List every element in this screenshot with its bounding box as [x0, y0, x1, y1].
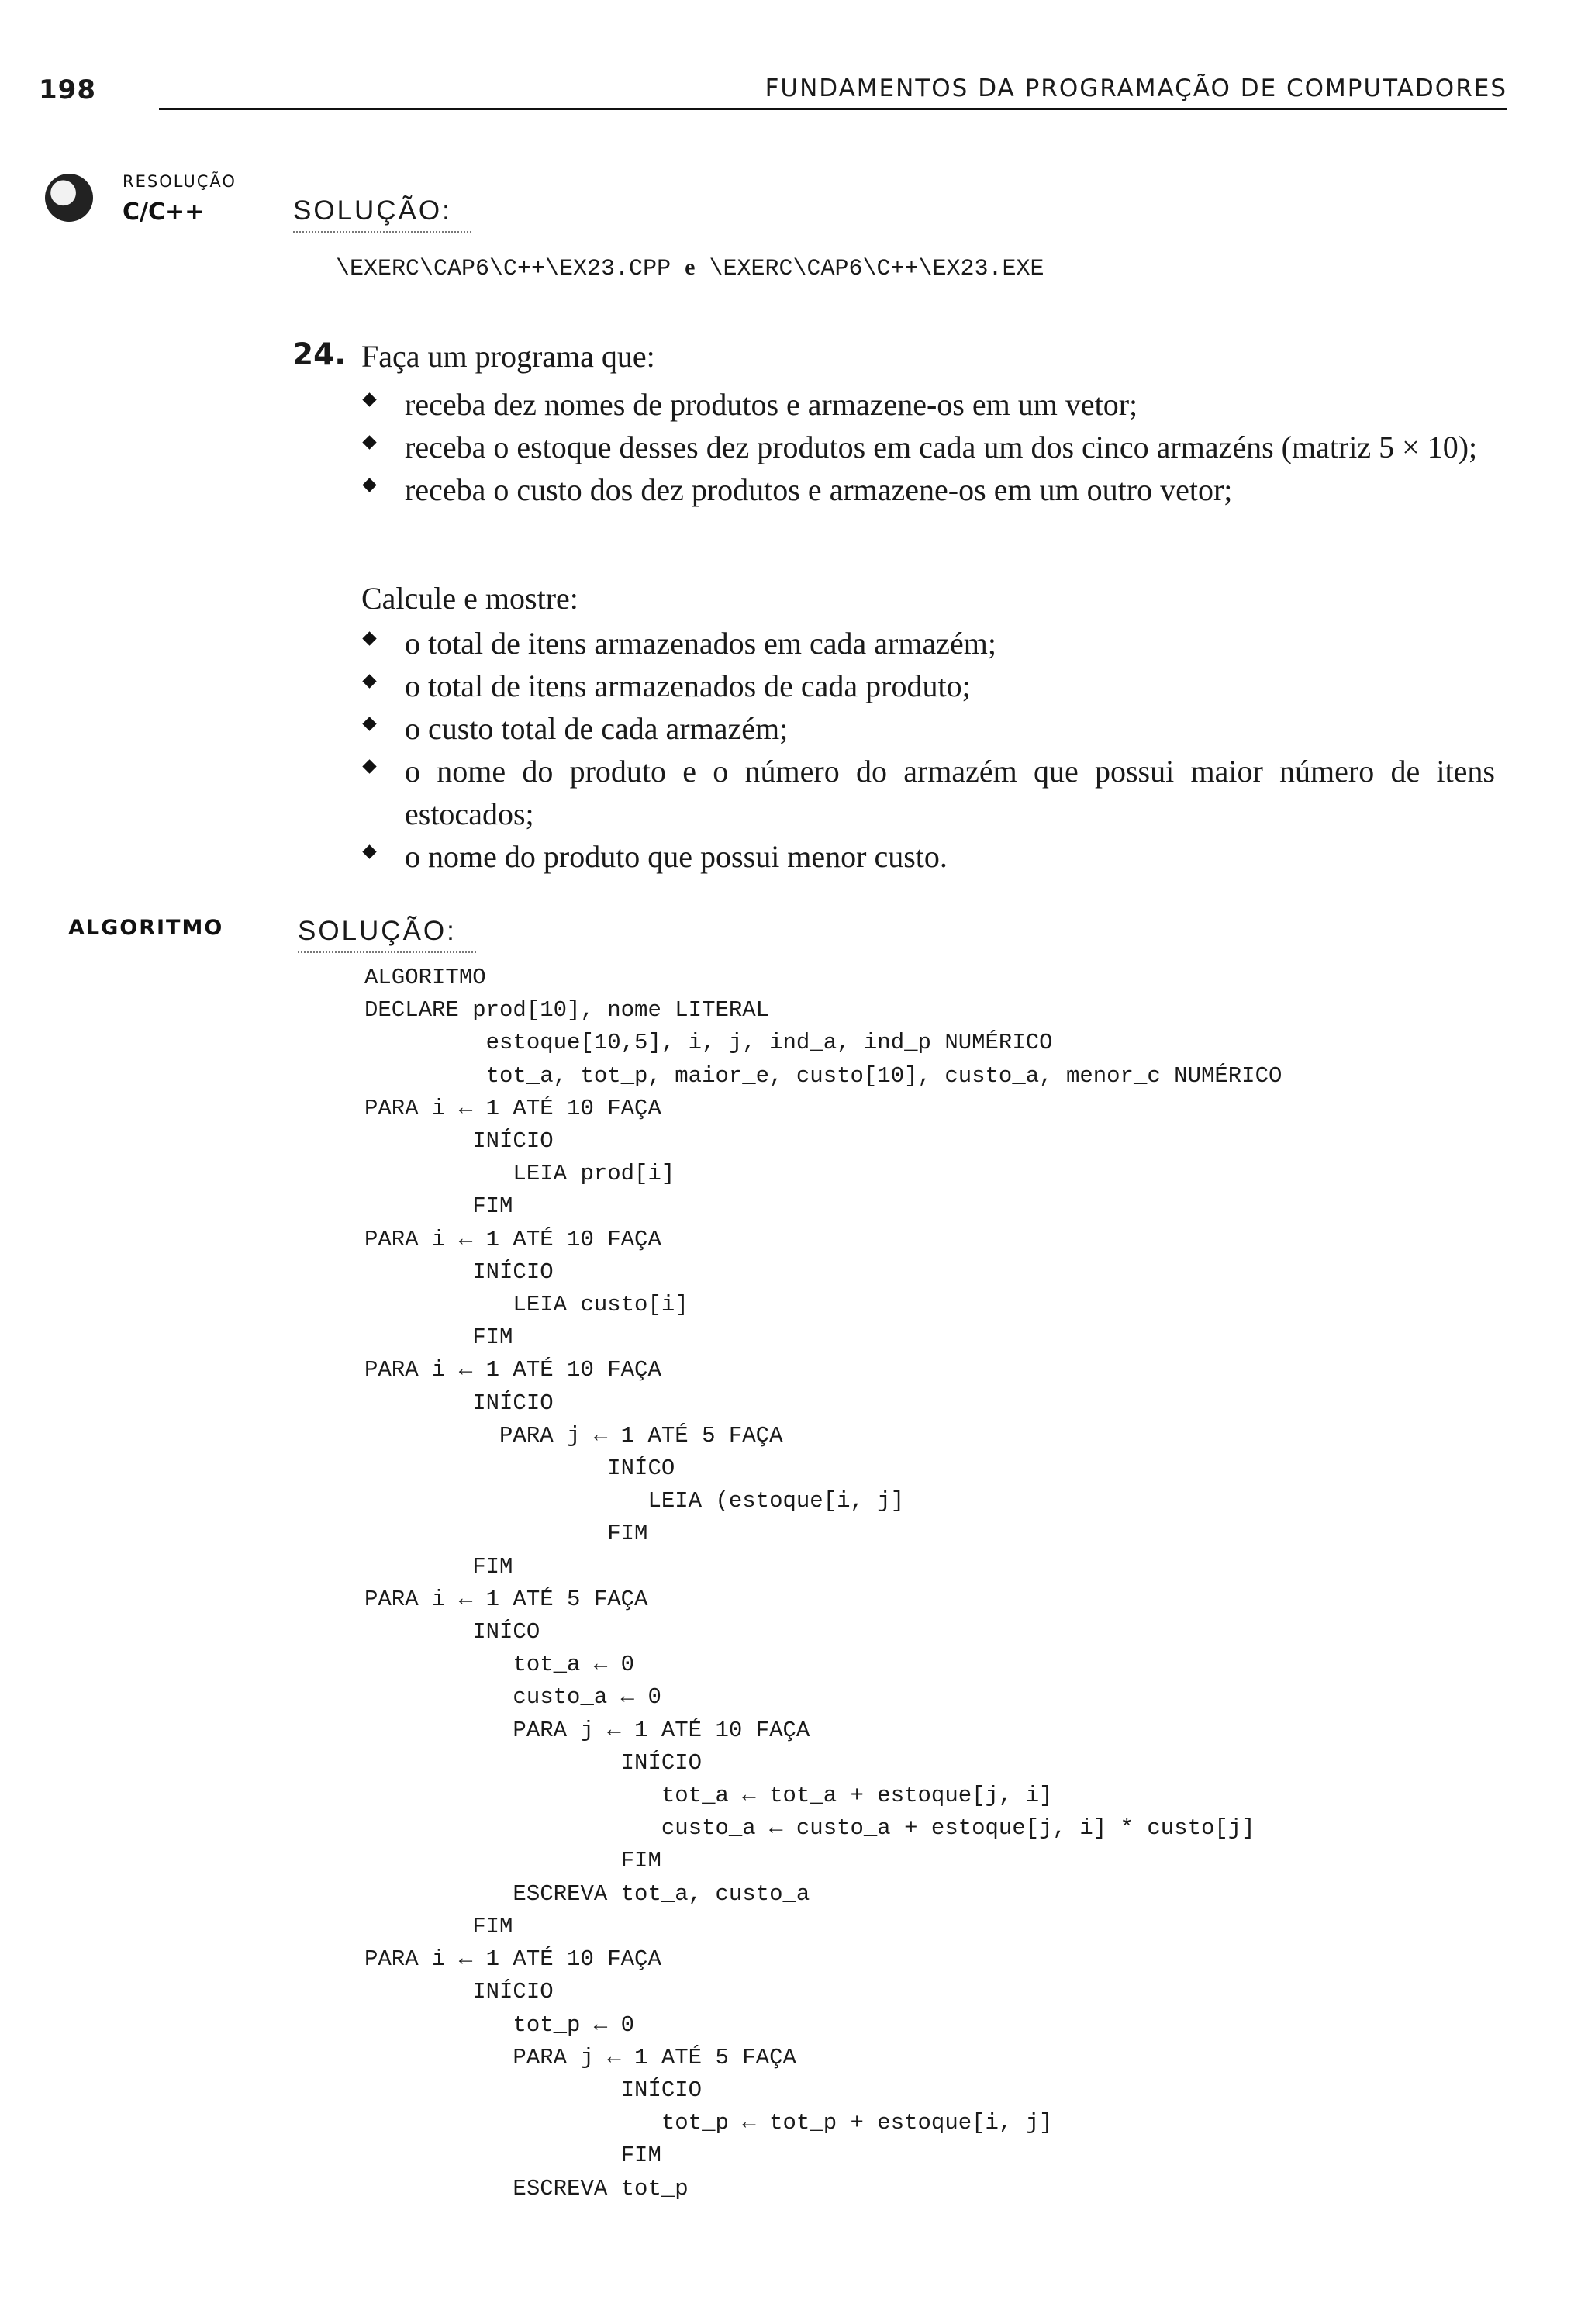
list-item-text: receba o estoque desses dez produtos em cada um dos cinco armazéns (matriz 5 × 10);: [405, 430, 1478, 464]
header-rule: [159, 108, 1507, 110]
code-line: FIM: [364, 1324, 513, 1351]
code-line: PARA i ← 1 ATÉ 10 FAÇA: [364, 1226, 661, 1252]
code-line: PARA i ← 1 ATÉ 10 FAÇA: [364, 1095, 661, 1121]
code-line: FIM: [364, 1848, 661, 1874]
code-line: FIM: [364, 1913, 513, 1939]
previous-solution-heading: SOLUÇÃO:: [293, 195, 452, 226]
code-line: INÍCIO: [364, 2077, 703, 2103]
diamond-bullet-icon: [362, 717, 376, 730]
list-item: [361, 426, 1495, 468]
list-item-text: o total de itens armazenados de cada produto;: [405, 668, 971, 703]
code-line: ESCREVA tot_a, custo_a: [364, 1880, 810, 1907]
code-line: INÍCIO: [364, 1259, 554, 1285]
code-line: ALGORITMO: [364, 965, 486, 990]
calc-intro: Calcule e mostre:: [361, 581, 578, 616]
list-item: [361, 750, 1495, 835]
code-line: estoque[10,5], i, j, ind_a, ind_p NUMÉRICO: [364, 1030, 1053, 1056]
outputs-list: [361, 622, 1495, 878]
list-item: [361, 707, 1495, 750]
diamond-bullet-icon: [362, 674, 376, 688]
list-item-text: o total de itens armazenados em cada armazém;: [405, 626, 996, 661]
code-line: PARA i ← 1 ATÉ 5 FAÇA: [364, 1586, 648, 1612]
code-line: tot_a ← 0: [364, 1652, 635, 1678]
code-line: PARA j ← 1 ATÉ 5 FAÇA: [364, 2044, 796, 2070]
list-item-text: o nome do produto e o número do armazém que possui maior número de itens estocados;: [405, 754, 1495, 831]
solution-heading: SOLUÇÃO:: [298, 916, 457, 946]
exercise-number: 24.: [292, 337, 347, 372]
list-item: [361, 665, 1495, 707]
list-item: [361, 622, 1495, 665]
code-line: FIM: [364, 1521, 648, 1547]
list-item: [361, 383, 1495, 426]
list-item-text: o nome do produto que possui menor custo.: [405, 839, 948, 874]
list-item: [361, 835, 1495, 878]
code-line: FIM: [364, 1553, 513, 1580]
list-item: [361, 468, 1495, 511]
code-line: tot_p ← tot_p + estoque[i, j]: [364, 2110, 1053, 2136]
diamond-bullet-icon: [362, 631, 376, 645]
code-line: INÍCO: [364, 1619, 540, 1645]
code-line: INÍCO: [364, 1456, 675, 1482]
code-line: FIM: [364, 1193, 513, 1220]
code-line: ESCREVA tot_p: [364, 2175, 689, 2201]
code-line: PARA i ← 1 ATÉ 10 FAÇA: [364, 1946, 661, 1973]
diamond-bullet-icon: [362, 392, 376, 406]
code-line: PARA i ← 1 ATÉ 10 FAÇA: [364, 1357, 661, 1383]
page-number: 198: [39, 74, 96, 105]
heading-underline: [298, 951, 476, 953]
path-connector: e: [685, 254, 696, 280]
running-head: FUNDAMENTOS DA PROGRAMAÇÃO DE COMPUTADORES: [765, 74, 1507, 102]
diamond-bullet-icon: [362, 759, 376, 773]
algorithm-code-block: [364, 962, 1282, 2205]
code-line: INÍCIO: [364, 1128, 554, 1155]
diamond-bullet-icon: [362, 478, 376, 492]
cd-disc-icon: [45, 174, 93, 222]
language-label: C/C++: [123, 199, 205, 226]
code-line: LEIA (estoque[i, j]: [364, 1488, 905, 1514]
code-line: DECLARE prod[10], nome LITERAL: [364, 997, 770, 1024]
list-item-text: receba dez nomes de produtos e armazene-os em um vetor;: [405, 387, 1138, 422]
resolucao-label: RESOLUÇÃO: [123, 172, 236, 191]
code-line: PARA j ← 1 ATÉ 5 FAÇA: [364, 1422, 783, 1449]
requirements-list: [361, 383, 1495, 511]
exe-file-path: \EXERC\CAP6\C++\EX23.EXE: [709, 256, 1044, 282]
diamond-bullet-icon: [362, 435, 376, 449]
exercise-intro: Faça um programa que:: [361, 339, 655, 374]
code-line: INÍCIO: [364, 1749, 703, 1776]
code-line: tot_a, tot_p, maior_e, custo[10], custo_a, menor_c NUMÉRICO: [364, 1062, 1282, 1089]
list-item-text: o custo total de cada armazém;: [405, 711, 789, 746]
code-line: LEIA custo[i]: [364, 1292, 689, 1318]
list-item-text: receba o custo dos dez produtos e armazene-os em um outro vetor;: [405, 472, 1233, 507]
code-line: PARA j ← 1 ATÉ 10 FAÇA: [364, 1717, 810, 1743]
code-line: custo_a ← 0: [364, 1684, 661, 1711]
code-line: INÍCIO: [364, 1390, 554, 1416]
heading-underline: [293, 231, 471, 233]
code-line: FIM: [364, 2143, 661, 2169]
algoritmo-label: ALGORITMO: [68, 916, 224, 940]
code-line: tot_p ← 0: [364, 2011, 635, 2038]
code-line: INÍCIO: [364, 1979, 554, 2005]
cpp-file-path: \EXERC\CAP6\C++\EX23.CPP: [336, 256, 671, 282]
code-line: tot_a ← tot_a + estoque[j, i]: [364, 1783, 1053, 1809]
code-line: LEIA prod[i]: [364, 1161, 675, 1187]
code-line: custo_a ← custo_a + estoque[j, i] * custo[j]: [364, 1815, 1255, 1842]
diamond-bullet-icon: [362, 844, 376, 858]
solution-file-paths: [336, 254, 1044, 282]
